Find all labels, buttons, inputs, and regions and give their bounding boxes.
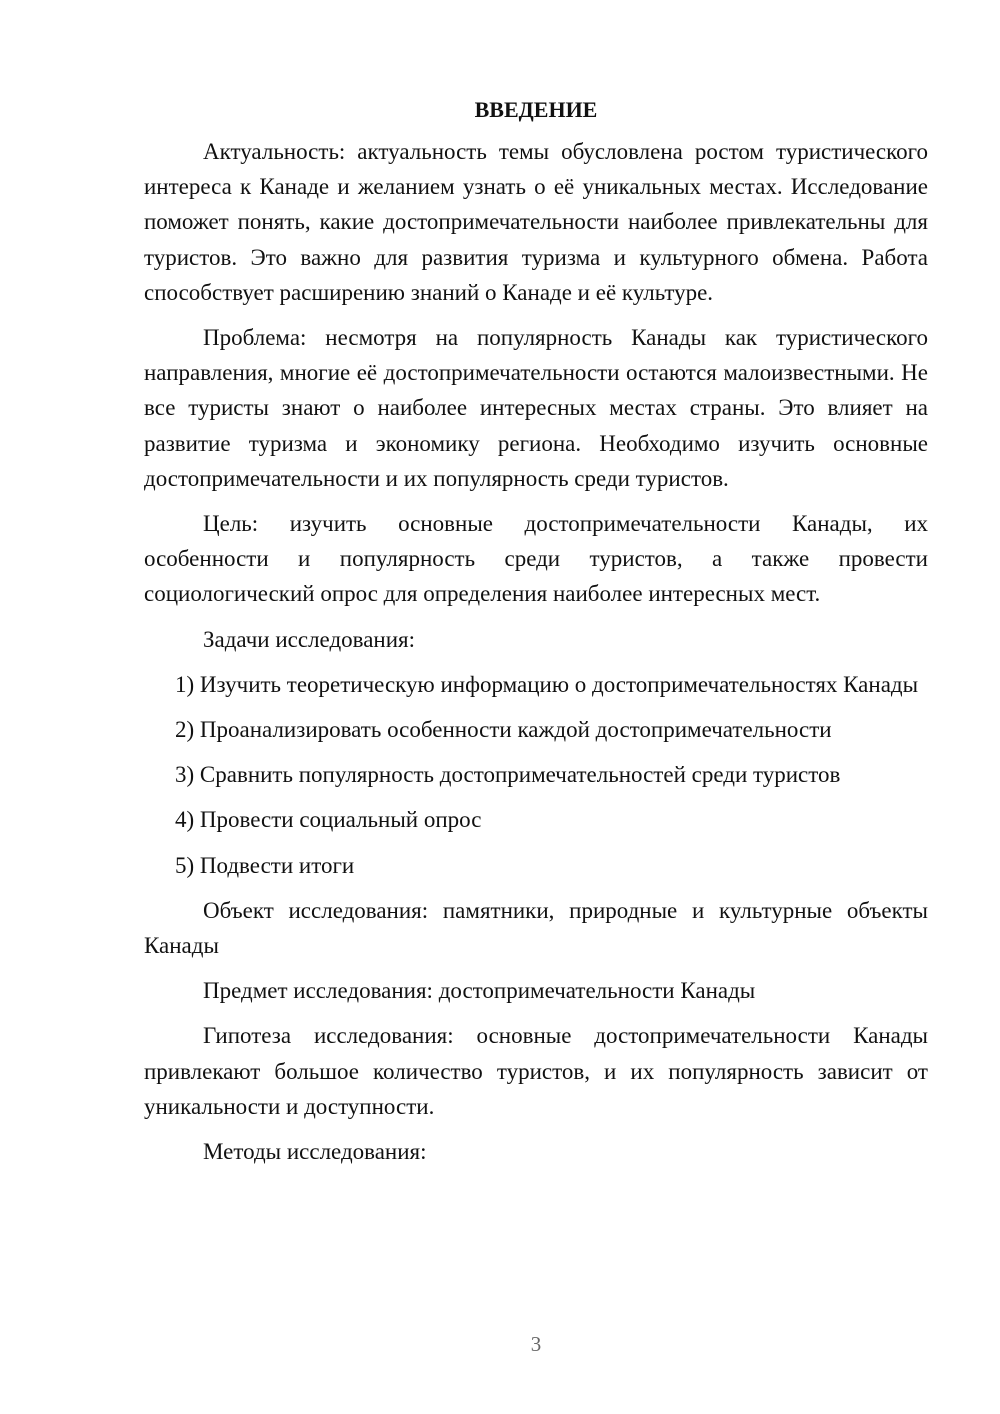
paragraph-object: Объект исследования: памятники, природные и культурные объекты Канады bbox=[144, 897, 928, 959]
task-item-3: 3) Сравнить популярность достопримечательностей среди туристов bbox=[175, 762, 841, 788]
task-item-1: 1) Изучить теоретическую информацию о достопримечательностях Канады bbox=[175, 671, 919, 697]
paragraph-hypothesis: Гипотеза исследования: основные достопримечательности Канады привлекают большое количество туристов, и их популярность зависит от уникальности и доступности. bbox=[144, 1023, 928, 1119]
paragraph-problem: Проблема: несмотря на популярность Канады как туристического направления, многие её достопримечательности остаются малоизвестными. Не все туристы знают о наиболее интересных местах страны. Это влияет на развитие туризма и экономику региона. Необходимо изучить основные достопримечательности и их популярность среди туристов. bbox=[144, 325, 928, 491]
task-item-5: 5) Подвести итоги bbox=[175, 852, 355, 878]
tasks-heading: Задачи исследования: bbox=[203, 626, 416, 652]
paragraph-methods: Методы исследования: bbox=[203, 1139, 427, 1165]
task-item-2: 2) Проанализировать особенности каждой достопримечательности bbox=[175, 717, 832, 743]
task-item-4: 4) Провести социальный опрос bbox=[175, 807, 482, 833]
paragraph-relevance: Актуальность: актуальность темы обусловлена ростом туристического интереса к Канаде и желанием узнать о её уникальных местах. Исследование поможет понять, какие достопримечательности наиболее привлекательны для туристов. Это важно для развития туризма и культурного обмена. Работа способствует расширению знаний о Канаде и её культуре. bbox=[144, 139, 928, 305]
task-list bbox=[144, 667, 928, 883]
paragraph-goal: Цель: изучить основные достопримечательности Канады, их особенности и популярность среди туристов, а также провести социологический опрос для определения наиболее интересных мест. bbox=[144, 511, 928, 607]
paragraph-subject: Предмет исследования: достопримечательности Канады bbox=[203, 978, 756, 1004]
document-page bbox=[144, 92, 928, 1179]
section-title: ВВЕДЕНИЕ bbox=[474, 97, 598, 122]
page-number: 3 bbox=[530, 1332, 542, 1356]
